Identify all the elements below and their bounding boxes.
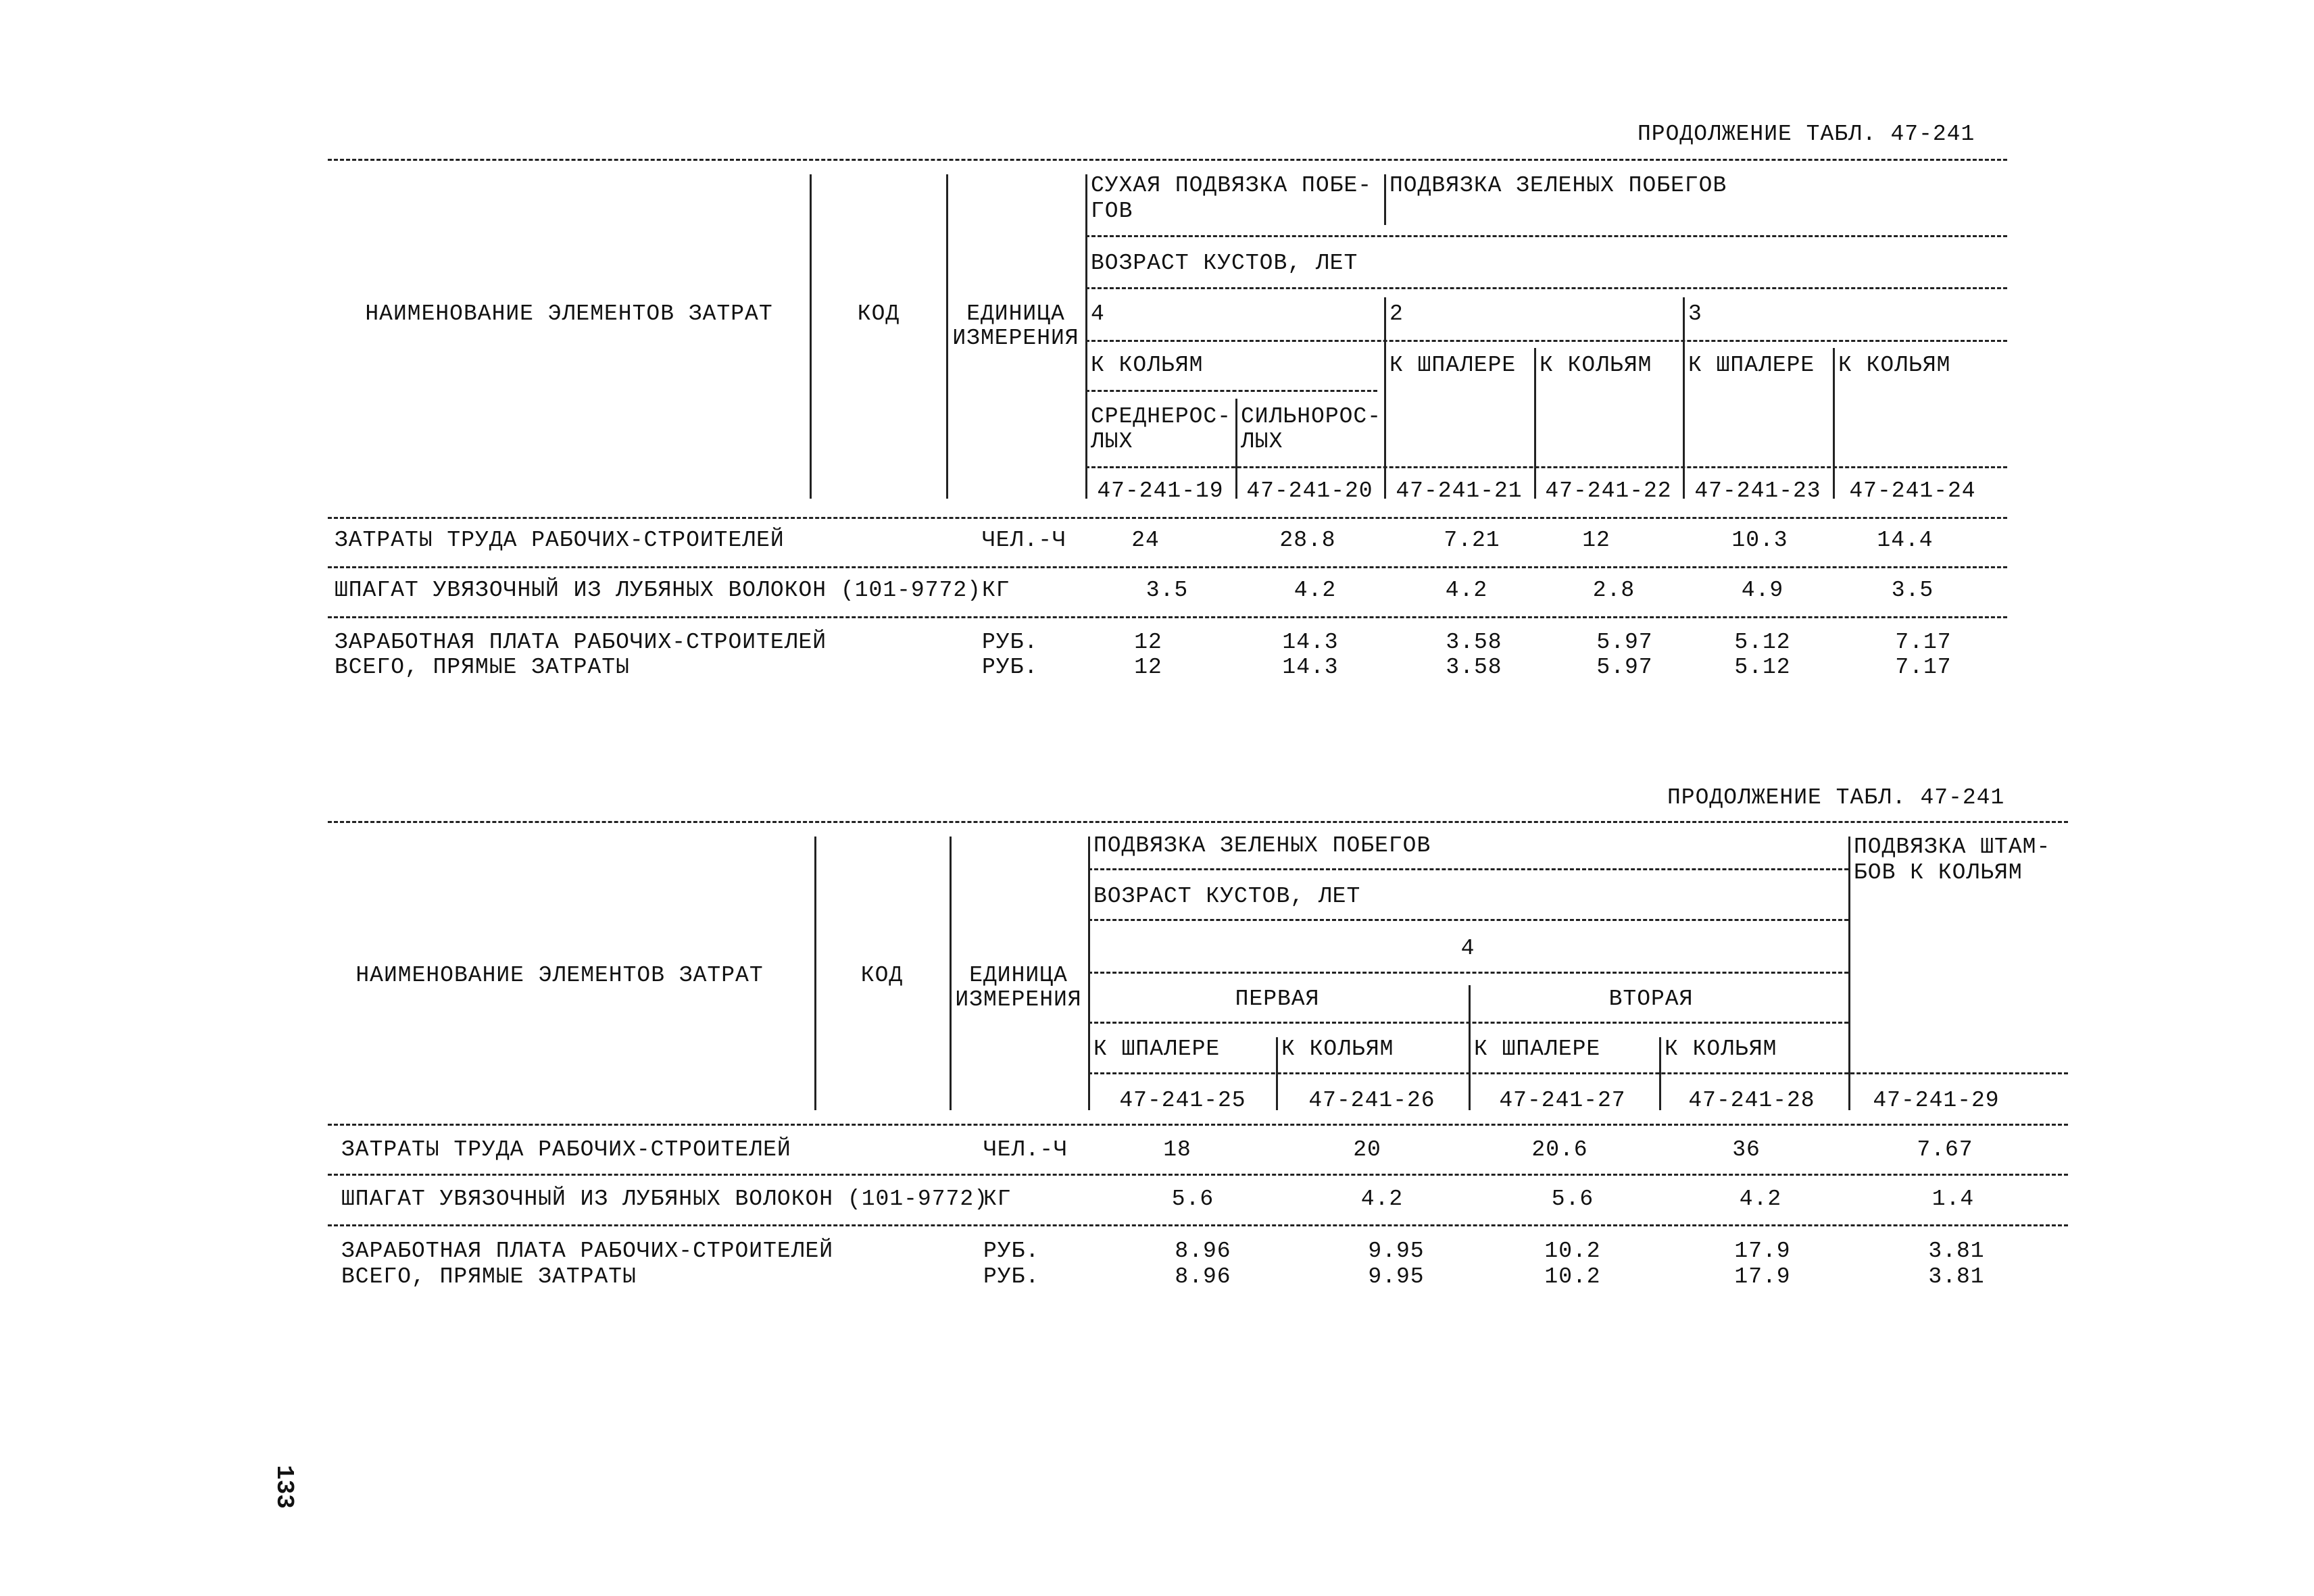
header-method: К КОЛЬЯМ: [1838, 353, 1951, 378]
cost-value: 24: [1131, 528, 1160, 553]
cost-value: 7.17: [1895, 655, 1952, 680]
column-divider: [946, 174, 948, 499]
cost-value: 3.5: [1146, 578, 1189, 603]
cost-value: 7.21: [1444, 528, 1500, 553]
header-green-tying: ПОДВЯЗКА ЗЕЛЕНЫХ ПОБЕГОВ: [1389, 173, 1727, 198]
rule: [1085, 340, 2007, 342]
header-growth: СИЛЬНОРОС-: [1241, 404, 1382, 429]
cost-item-unit: РУБ.: [983, 1239, 1040, 1264]
cost-value: 5.12: [1734, 655, 1791, 680]
cost-value: 9.95: [1368, 1239, 1425, 1264]
cost-item-unit: ЧЕЛ.-Ч: [982, 528, 1066, 553]
header-unit: ЕДИНИЦА: [969, 963, 1068, 988]
header-unit: ИЗМЕРЕНИЯ: [955, 987, 1082, 1012]
cost-value: 5.97: [1596, 630, 1653, 655]
cost-value: 5.12: [1734, 630, 1791, 655]
header-green-tying: ПОДВЯЗКА ЗЕЛЕНЫХ ПОБЕГОВ: [1093, 833, 1431, 858]
cost-value: 17.9: [1734, 1239, 1791, 1264]
cost-value: 1.4: [1931, 1187, 1975, 1212]
rule: [328, 616, 2007, 618]
cost-value: 2.8: [1592, 578, 1635, 603]
cost-item-unit: КГ: [983, 1187, 1012, 1212]
cost-value: 5.97: [1596, 655, 1653, 680]
cost-item-unit: КГ: [982, 578, 1010, 603]
column-divider: [1085, 174, 1087, 499]
column-divider: [814, 837, 816, 1110]
rule: [328, 1124, 2068, 1126]
cost-value: 4.2: [1445, 578, 1488, 603]
column-divider: [1384, 174, 1386, 225]
rule: [1085, 235, 2007, 237]
header-dry-tying: ГОВ: [1091, 199, 1133, 224]
cost-value: 8.96: [1175, 1239, 1231, 1264]
cost-value: 3.81: [1928, 1239, 1985, 1264]
rate-code: 47-241-29: [1873, 1088, 2000, 1113]
table-caption: ПРОДОЛЖЕНИЕ ТАБЛ. 47-241: [1638, 122, 1975, 147]
cost-value: 4.9: [1741, 578, 1784, 603]
header-method: К КОЛЬЯМ: [1540, 353, 1652, 378]
cost-value: 14.3: [1282, 630, 1339, 655]
header-age-value: 4: [1460, 936, 1475, 961]
cost-value: 9.95: [1368, 1264, 1425, 1289]
header-bush-age: ВОЗРАСТ КУСТОВ, ЛЕТ: [1091, 251, 1358, 276]
cost-value: 3.58: [1446, 655, 1502, 680]
cost-value: 5.6: [1551, 1187, 1594, 1212]
header-pass: ПЕРВАЯ: [1235, 987, 1320, 1012]
rule: [328, 566, 2007, 568]
cost-value: 7.67: [1917, 1137, 1973, 1162]
cost-value: 12: [1134, 655, 1162, 680]
rule: [328, 1174, 2068, 1176]
column-divider: [1276, 1037, 1278, 1110]
cost-item-unit: РУБ.: [982, 630, 1039, 655]
cost-value: 14.4: [1877, 528, 1934, 553]
header-growth: ЛЫХ: [1241, 429, 1283, 454]
rule: [328, 1224, 2068, 1226]
rate-code: 47-241-23: [1694, 478, 1821, 503]
column-divider: [1469, 985, 1471, 1110]
rule: [1088, 919, 1848, 921]
cost-value: 17.9: [1734, 1264, 1791, 1289]
column-divider: [1659, 1037, 1661, 1110]
header-method: К КОЛЬЯМ: [1665, 1037, 1777, 1062]
header-dry-tying: СУХАЯ ПОДВЯЗКА ПОБЕ-: [1091, 173, 1373, 198]
column-divider: [1683, 297, 1685, 499]
header-method: К ШПАЛЕРЕ: [1474, 1037, 1601, 1062]
header-age-value: 3: [1688, 301, 1702, 326]
header-age-value: 2: [1389, 301, 1404, 326]
cost-item-name: ЗАТРАТЫ ТРУДА РАБОЧИХ-СТРОИТЕЛЕЙ: [335, 528, 785, 553]
cost-value: 20.6: [1531, 1137, 1588, 1162]
column-divider: [1088, 837, 1090, 1110]
rate-code: 47-241-22: [1545, 478, 1672, 503]
cost-value: 14.3: [1282, 655, 1339, 680]
column-divider: [810, 174, 812, 499]
header-age-value: 4: [1091, 301, 1105, 326]
rate-code: 47-241-20: [1246, 478, 1373, 503]
header-method: К ШПАЛЕРЕ: [1389, 353, 1517, 378]
column-divider: [1384, 297, 1386, 499]
rate-code: 47-241-27: [1499, 1088, 1626, 1113]
header-unit: ЕДИНИЦА: [966, 301, 1065, 326]
header-method: К КОЛЬЯМ: [1091, 353, 1204, 378]
cost-value: 7.17: [1895, 630, 1952, 655]
cost-item-unit: РУБ.: [982, 655, 1039, 680]
cost-value: 3.81: [1928, 1264, 1985, 1289]
cost-item-name: ЗАРАБОТНАЯ ПЛАТА РАБОЧИХ-СТРОИТЕЛЕЙ: [335, 630, 827, 655]
cost-value: 3.5: [1891, 578, 1934, 603]
rule: [328, 517, 2007, 519]
column-divider: [1235, 399, 1237, 499]
header-name: НАИМЕНОВАНИЕ ЭЛЕМЕНТОВ ЗАТРАТ: [355, 963, 764, 988]
rate-code: 47-241-19: [1097, 478, 1224, 503]
header-bush-age: ВОЗРАСТ КУСТОВ, ЛЕТ: [1093, 884, 1361, 909]
rule: [1088, 868, 1848, 870]
cost-item-name: ЗАРАБОТНАЯ ПЛАТА РАБОЧИХ-СТРОИТЕЛЕЙ: [341, 1239, 834, 1264]
column-divider: [950, 837, 952, 1110]
cost-value: 10.3: [1731, 528, 1788, 553]
column-divider: [1534, 348, 1536, 499]
table-caption: ПРОДОЛЖЕНИЕ ТАБЛ. 47-241: [1667, 785, 2005, 810]
header-unit: ИЗМЕРЕНИЯ: [952, 326, 1079, 351]
rule: [328, 821, 2068, 823]
cost-item-name: ШПАГАТ УВЯЗОЧНЫЙ ИЗ ЛУБЯНЫХ ВОЛОКОН (101-9772): [341, 1187, 988, 1212]
header-method: К ШПАЛЕРЕ: [1093, 1037, 1221, 1062]
rule: [1085, 287, 2007, 289]
rule: [1088, 972, 1848, 974]
cost-item-name: ВСЕГО, ПРЯМЫЕ ЗАТРАТЫ: [341, 1264, 637, 1289]
rule: [1085, 466, 2007, 468]
cost-item-unit: РУБ.: [983, 1264, 1040, 1289]
header-name: НАИМЕНОВАНИЕ ЭЛЕМЕНТОВ ЗАТРАТ: [365, 301, 773, 326]
rate-code: 47-241-21: [1396, 478, 1523, 503]
cost-item-name: ЗАТРАТЫ ТРУДА РАБОЧИХ-СТРОИТЕЛЕЙ: [341, 1137, 791, 1162]
header-method: К КОЛЬЯМ: [1281, 1037, 1394, 1062]
cost-value: 10.2: [1544, 1239, 1601, 1264]
cost-value: 28.8: [1279, 528, 1336, 553]
rate-code: 47-241-25: [1119, 1088, 1246, 1113]
cost-value: 18: [1163, 1137, 1191, 1162]
cost-value: 12: [1134, 630, 1162, 655]
rate-code: 47-241-28: [1688, 1088, 1815, 1113]
cost-value: 36: [1732, 1137, 1761, 1162]
rate-code: 47-241-24: [1849, 478, 1976, 503]
cost-item-unit: ЧЕЛ.-Ч: [983, 1137, 1068, 1162]
cost-value: 12: [1582, 528, 1610, 553]
cost-value: 10.2: [1544, 1264, 1601, 1289]
column-divider: [1848, 837, 1850, 1110]
header-code: КОД: [857, 301, 900, 326]
header-trunk-tying: ПОДВЯЗКА ШТАМ-: [1854, 834, 2051, 859]
header-growth: ЛЫХ: [1091, 429, 1133, 454]
page-number: 133: [270, 1465, 298, 1509]
column-divider: [1833, 348, 1835, 499]
cost-item-name: ШПАГАТ УВЯЗОЧНЫЙ ИЗ ЛУБЯНЫХ ВОЛОКОН (101-9772): [335, 578, 981, 603]
cost-value: 20: [1353, 1137, 1381, 1162]
rule: [1088, 1072, 2068, 1074]
rule: [328, 159, 2007, 161]
cost-value: 8.96: [1175, 1264, 1231, 1289]
header-trunk-tying: БОВ К КОЛЬЯМ: [1854, 860, 2023, 885]
cost-value: 3.58: [1446, 630, 1502, 655]
cost-item-name: ВСЕГО, ПРЯМЫЕ ЗАТРАТЫ: [335, 655, 630, 680]
cost-value: 4.2: [1360, 1187, 1404, 1212]
rate-code: 47-241-26: [1308, 1088, 1435, 1113]
rule: [1085, 390, 1377, 392]
header-growth: СРЕДНЕРОС-: [1091, 404, 1232, 429]
header-pass: ВТОРАЯ: [1608, 987, 1694, 1012]
header-method: К ШПАЛЕРЕ: [1688, 353, 1815, 378]
cost-value: 5.6: [1171, 1187, 1214, 1212]
header-code: КОД: [860, 963, 904, 988]
cost-value: 4.2: [1294, 578, 1337, 603]
cost-value: 4.2: [1739, 1187, 1782, 1212]
